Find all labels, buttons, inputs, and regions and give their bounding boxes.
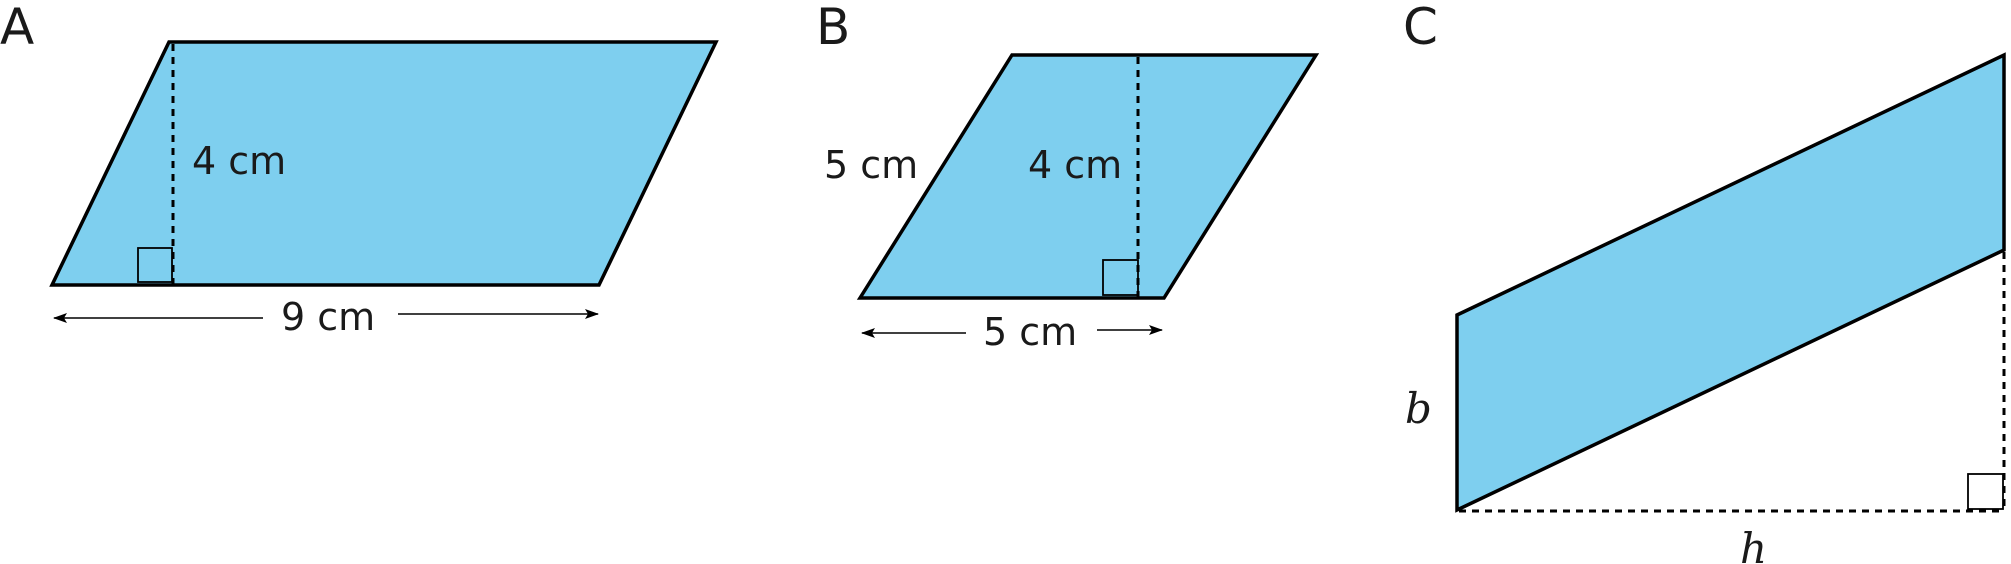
height-label-b: 4 cm	[1028, 143, 1123, 187]
parallelogram-c	[1457, 55, 2004, 510]
base-label-a: 9 cm	[281, 295, 376, 339]
side-label-b: 5 cm	[824, 143, 919, 187]
figure-c-letter: C	[1403, 0, 1438, 56]
base-label-b: 5 cm	[983, 310, 1078, 354]
figure-a-letter: A	[0, 0, 35, 56]
figure-b	[816, 0, 1316, 354]
side-label-c: b	[1405, 384, 1432, 433]
height-label-a: 4 cm	[192, 139, 287, 183]
figure-b-letter: B	[816, 0, 851, 56]
height-label-c: h	[1740, 524, 1768, 564]
figure-c	[1403, 0, 2005, 564]
figure-a	[0, 0, 716, 339]
right-angle-mark-c	[1968, 474, 2003, 509]
